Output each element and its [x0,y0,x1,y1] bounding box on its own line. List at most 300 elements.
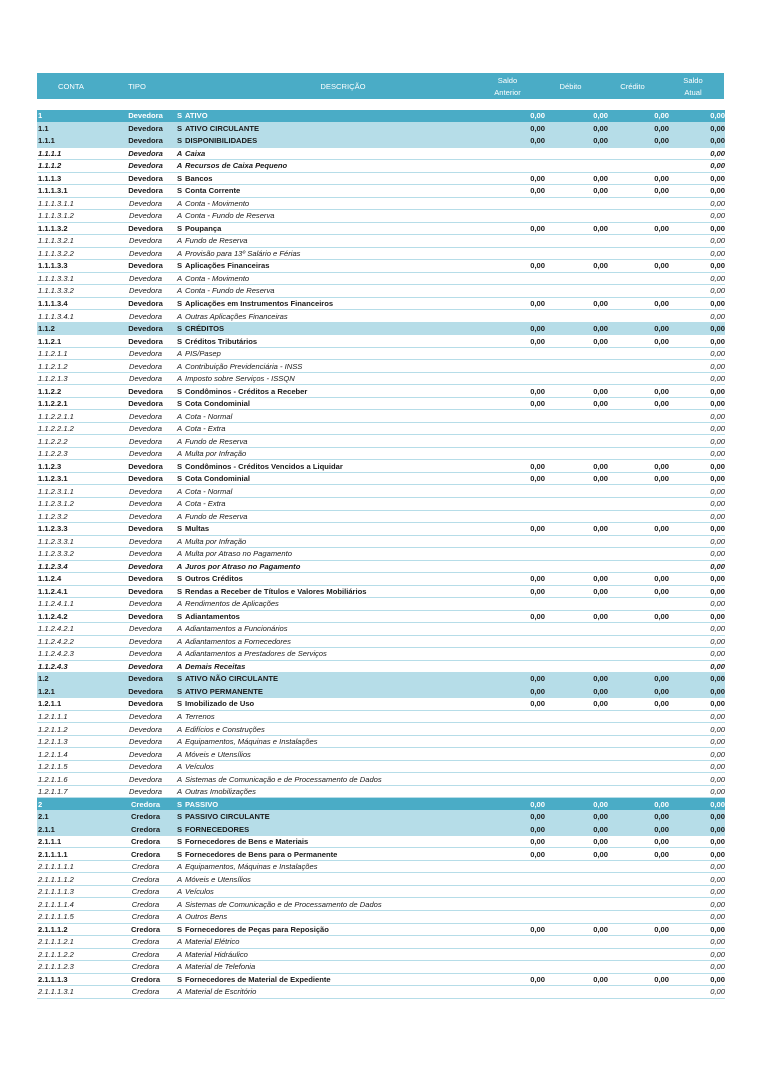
previous-balance-cell [492,723,545,736]
current-balance-cell: 0,00 [669,172,725,185]
header-saldo-atual-line2: Atual [684,88,702,97]
account-nature-cell: A [174,247,185,260]
previous-balance-cell: 0,00 [492,172,545,185]
debit-cell [545,360,608,373]
account-type-cell: Credora [117,936,174,949]
table-row [37,598,725,611]
current-balance-cell: 0,00 [669,785,725,798]
account-description-cell: Condôminos - Créditos a Receber [185,385,492,398]
debit-cell [545,510,608,523]
credit-cell [608,422,669,435]
current-balance-cell: 0,00 [669,648,725,661]
debit-cell [545,485,608,498]
current-balance-cell: 0,00 [669,523,725,536]
current-balance-cell: 0,00 [669,122,725,135]
account-code-cell: 1.1.2.4.2.3 [37,648,117,661]
account-description-cell: Adiantamentos a Funcionários [185,623,492,636]
credit-cell: 0,00 [608,823,669,836]
account-description-cell: Cota Condominial [185,397,492,410]
current-balance-cell: 0,00 [669,598,725,611]
account-nature-cell: A [174,936,185,949]
previous-balance-cell [492,347,545,360]
account-description-cell: Equipamentos, Máquinas e Instalações [185,860,492,873]
credit-cell [608,773,669,786]
table-row [37,748,725,761]
account-description-cell: Fornecedores de Bens para o Permanente [185,848,492,861]
account-nature-cell: A [174,160,185,173]
table-row [37,122,725,135]
account-code-cell: 1.1.1.3.4.1 [37,310,117,323]
account-code-cell: 2.1.1.1.2.1 [37,936,117,949]
table-row [37,397,725,410]
table-row [37,885,725,898]
account-type-cell: Devedora [117,360,174,373]
previous-balance-cell [492,422,545,435]
account-code-cell: 1.1.2.3.2 [37,510,117,523]
credit-cell [608,948,669,961]
table-row [37,535,725,548]
account-type-cell: Credora [117,810,174,823]
table-row [37,410,725,423]
account-nature-cell: S [174,685,185,698]
current-balance-cell: 0,00 [669,911,725,924]
table-row [37,447,725,460]
current-balance-cell: 0,00 [669,748,725,761]
current-balance-cell: 0,00 [669,810,725,823]
account-code-cell: 1.1.2.1 [37,335,117,348]
table-row [37,435,725,448]
account-code-cell: 1.1.2.1.2 [37,360,117,373]
debit-cell [545,986,608,999]
table-row [37,322,725,335]
account-type-cell: Credora [117,911,174,924]
debit-cell [545,961,608,974]
previous-balance-cell [492,748,545,761]
account-description-cell: ATIVO CIRCULANTE [185,122,492,135]
account-code-cell: 1 [37,110,117,122]
current-balance-cell: 0,00 [669,472,725,485]
previous-balance-cell: 0,00 [492,923,545,936]
current-balance-cell: 0,00 [669,347,725,360]
account-description-cell: Veículos [185,885,492,898]
account-type-cell: Devedora [117,247,174,260]
current-balance-cell: 0,00 [669,422,725,435]
account-nature-cell: S [174,698,185,711]
account-description-cell: Sistemas de Comunicação e de Processamento de Dados [185,898,492,911]
table-row [37,197,725,210]
previous-balance-cell [492,160,545,173]
account-type-cell: Devedora [117,773,174,786]
debit-cell: 0,00 [545,397,608,410]
account-nature-cell: S [174,585,185,598]
previous-balance-cell [492,310,545,323]
account-nature-cell: S [174,848,185,861]
debit-cell: 0,00 [545,335,608,348]
previous-balance-cell [492,235,545,248]
account-nature-cell: S [174,460,185,473]
account-code-cell: 2.1 [37,810,117,823]
account-code-cell: 1.1.2.2.1 [37,397,117,410]
current-balance-cell: 0,00 [669,798,725,811]
account-nature-cell: S [174,923,185,936]
account-description-cell: Contribuição Previdenciária - INSS [185,360,492,373]
debit-cell [545,860,608,873]
previous-balance-cell: 0,00 [492,322,545,335]
account-nature-cell: S [174,835,185,848]
table-row [37,460,725,473]
table-row [37,936,725,949]
table-row [37,272,725,285]
credit-cell [608,723,669,736]
credit-cell [608,710,669,723]
credit-cell [608,160,669,173]
account-description-cell: Provisão para 13º Salário e Férias [185,247,492,260]
credit-cell [608,898,669,911]
previous-balance-cell [492,197,545,210]
debit-cell: 0,00 [545,122,608,135]
debit-cell [545,735,608,748]
account-description-cell: Rendas a Receber de Títulos e Valores Mobiliários [185,585,492,598]
account-type-cell: Credora [117,798,174,811]
debit-cell [545,785,608,798]
debit-cell [545,310,608,323]
debit-cell [545,623,608,636]
account-nature-cell: A [174,485,185,498]
current-balance-cell: 0,00 [669,548,725,561]
account-type-cell: Credora [117,848,174,861]
account-description-cell: Multa por Infração [185,535,492,548]
account-type-cell: Devedora [117,723,174,736]
previous-balance-cell [492,147,545,160]
previous-balance-cell [492,510,545,523]
account-code-cell: 1.1.2.4.2.2 [37,635,117,648]
account-code-cell: 1.1.1.2 [37,160,117,173]
debit-cell: 0,00 [545,610,608,623]
credit-cell [608,885,669,898]
table-row [37,222,725,235]
debit-cell [545,773,608,786]
current-balance-cell: 0,00 [669,222,725,235]
debit-cell [545,760,608,773]
account-description-cell: CRÉDITOS [185,322,492,335]
current-balance-cell: 0,00 [669,160,725,173]
credit-cell: 0,00 [608,385,669,398]
previous-balance-cell: 0,00 [492,385,545,398]
current-balance-cell: 0,00 [669,986,725,999]
table-row [37,285,725,298]
account-nature-cell: A [174,210,185,223]
current-balance-cell: 0,00 [669,497,725,510]
account-description-cell: Material de Telefonia [185,961,492,974]
account-code-cell: 1.1.2.4.2 [37,610,117,623]
account-nature-cell: A [174,660,185,673]
account-code-cell: 1.2 [37,673,117,686]
account-code-cell: 2.1.1.1.1.5 [37,911,117,924]
account-type-cell: Devedora [117,397,174,410]
account-type-cell: Devedora [117,548,174,561]
table-row [37,610,725,623]
account-description-cell: Fornecedores de Peças para Reposição [185,923,492,936]
account-code-cell: 1.1.1.3.1.1 [37,197,117,210]
account-code-cell: 1.1.1.3.2 [37,222,117,235]
credit-cell [608,447,669,460]
debit-cell [545,247,608,260]
credit-cell [608,560,669,573]
account-nature-cell: A [174,635,185,648]
current-balance-cell: 0,00 [669,848,725,861]
credit-cell [608,860,669,873]
credit-cell: 0,00 [608,335,669,348]
credit-cell: 0,00 [608,135,669,148]
table-row [37,160,725,173]
credit-cell [608,911,669,924]
debit-cell: 0,00 [545,135,608,148]
debit-cell [545,635,608,648]
previous-balance-cell [492,760,545,773]
account-code-cell: 2.1.1 [37,823,117,836]
account-description-cell: Multa por Infração [185,447,492,460]
current-balance-cell: 0,00 [669,673,725,686]
account-type-cell: Devedora [117,685,174,698]
header-saldo-anterior-line2: Anterior [494,88,521,97]
table-row [37,660,725,673]
account-nature-cell: A [174,422,185,435]
credit-cell [608,986,669,999]
debit-cell [545,447,608,460]
debit-cell [545,948,608,961]
current-balance-cell: 0,00 [669,635,725,648]
account-type-cell: Devedora [117,172,174,185]
account-type-cell: Devedora [117,610,174,623]
account-code-cell: 1.1.1.3 [37,172,117,185]
table-row [37,848,725,861]
account-code-cell: 1.1.1 [37,135,117,148]
previous-balance-cell: 0,00 [492,335,545,348]
table-row [37,785,725,798]
credit-cell: 0,00 [608,460,669,473]
credit-cell: 0,00 [608,848,669,861]
account-type-cell: Credora [117,961,174,974]
current-balance-cell: 0,00 [669,823,725,836]
table-row [37,422,725,435]
current-balance-cell: 0,00 [669,310,725,323]
account-description-cell: Conta - Fundo de Reserva [185,210,492,223]
account-nature-cell: A [174,948,185,961]
credit-cell [608,873,669,886]
account-description-cell: PIS/Pasep [185,347,492,360]
account-nature-cell: S [174,222,185,235]
previous-balance-cell [492,898,545,911]
previous-balance-cell: 0,00 [492,835,545,848]
account-type-cell: Credora [117,860,174,873]
account-nature-cell: S [174,673,185,686]
debit-cell [545,285,608,298]
account-code-cell: 2.1.1.1.1.2 [37,873,117,886]
account-nature-cell: S [174,135,185,148]
table-row [37,623,725,636]
previous-balance-cell: 0,00 [492,685,545,698]
debit-cell: 0,00 [545,673,608,686]
account-code-cell: 1.1.2.1.1 [37,347,117,360]
debit-cell: 0,00 [545,472,608,485]
debit-cell [545,235,608,248]
account-description-cell: Demais Receitas [185,660,492,673]
current-balance-cell: 0,00 [669,735,725,748]
credit-cell [608,235,669,248]
current-balance-cell: 0,00 [669,385,725,398]
debit-cell [545,497,608,510]
current-balance-cell: 0,00 [669,147,725,160]
debit-cell: 0,00 [545,523,608,536]
previous-balance-cell [492,372,545,385]
previous-balance-cell [492,860,545,873]
debit-cell: 0,00 [545,923,608,936]
current-balance-cell: 0,00 [669,247,725,260]
header-credito: Crédito [620,82,645,91]
account-code-cell: 1.1.2.2 [37,385,117,398]
account-description-cell: Outras Imobilizações [185,785,492,798]
account-description-cell: Outros Bens [185,911,492,924]
debit-cell [545,660,608,673]
credit-cell [608,961,669,974]
account-code-cell: 1.1.1.3.2.1 [37,235,117,248]
account-nature-cell: A [174,272,185,285]
account-description-cell: Bancos [185,172,492,185]
table-row [37,923,725,936]
table-row [37,310,725,323]
account-description-cell: Outras Aplicações Financeiras [185,310,492,323]
account-code-cell: 1.1.2.3.3.2 [37,548,117,561]
account-code-cell: 1.2.1.1.4 [37,748,117,761]
account-type-cell: Devedora [117,297,174,310]
account-code-cell: 2 [37,798,117,811]
account-description-cell: Aplicações em Instrumentos Financeiros [185,297,492,310]
account-description-cell: Multas [185,523,492,536]
current-balance-cell: 0,00 [669,485,725,498]
credit-cell: 0,00 [608,322,669,335]
credit-cell: 0,00 [608,523,669,536]
account-nature-cell: A [174,510,185,523]
table-row [37,723,725,736]
credit-cell: 0,00 [608,585,669,598]
account-nature-cell: A [174,235,185,248]
debit-cell [545,723,608,736]
debit-cell [545,898,608,911]
account-nature-cell: S [174,523,185,536]
account-nature-cell: A [174,548,185,561]
account-nature-cell: A [174,773,185,786]
table-row [37,585,725,598]
account-type-cell: Devedora [117,260,174,273]
previous-balance-cell [492,410,545,423]
debit-cell: 0,00 [545,823,608,836]
account-code-cell: 1.1.2.3.4 [37,560,117,573]
account-description-cell: Cota - Normal [185,485,492,498]
debit-cell [545,210,608,223]
account-description-cell: Cota - Extra [185,422,492,435]
previous-balance-cell [492,948,545,961]
current-balance-cell: 0,00 [669,110,725,122]
account-description-cell: Poupança [185,222,492,235]
current-balance-cell: 0,00 [669,235,725,248]
current-balance-cell: 0,00 [669,898,725,911]
table-row [37,860,725,873]
credit-cell [608,497,669,510]
account-type-cell: Devedora [117,748,174,761]
header-tipo: TIPO [128,82,146,91]
account-code-cell: 2.1.1.1.3.1 [37,986,117,999]
account-code-cell: 1.2.1.1.1 [37,710,117,723]
account-type-cell: Devedora [117,147,174,160]
credit-cell [608,147,669,160]
previous-balance-cell: 0,00 [492,297,545,310]
current-balance-cell: 0,00 [669,297,725,310]
account-description-cell: Terrenos [185,710,492,723]
credit-cell [608,435,669,448]
account-nature-cell: A [174,648,185,661]
account-nature-cell: A [174,197,185,210]
account-nature-cell: A [174,435,185,448]
account-description-cell: Imobilizado de Uso [185,698,492,711]
header-saldo-anterior-line1: Saldo [497,76,518,85]
account-type-cell: Devedora [117,648,174,661]
account-description-cell: Material Elétrico [185,936,492,949]
current-balance-cell: 0,00 [669,272,725,285]
debit-cell: 0,00 [545,798,608,811]
previous-balance-cell: 0,00 [492,222,545,235]
previous-balance-cell: 0,00 [492,823,545,836]
account-code-cell: 1.1.1.3.3.1 [37,272,117,285]
account-nature-cell: S [174,573,185,586]
account-code-cell: 2.1.1.1.1 [37,848,117,861]
account-code-cell: 1.1.1.3.1.2 [37,210,117,223]
debit-cell [545,936,608,949]
account-nature-cell: A [174,785,185,798]
credit-cell [608,310,669,323]
previous-balance-cell: 0,00 [492,573,545,586]
previous-balance-cell: 0,00 [492,260,545,273]
account-type-cell: Credora [117,948,174,961]
table-row [37,297,725,310]
account-nature-cell: A [174,623,185,636]
table-row [37,773,725,786]
account-code-cell: 1.1.1.3.3.2 [37,285,117,298]
credit-cell [608,510,669,523]
account-code-cell: 2.1.1.1.1.3 [37,885,117,898]
account-code-cell: 1.1.2.4.1.1 [37,598,117,611]
account-type-cell: Credora [117,885,174,898]
credit-cell [608,285,669,298]
current-balance-cell: 0,00 [669,698,725,711]
previous-balance-cell: 0,00 [492,135,545,148]
account-type-cell: Devedora [117,760,174,773]
table-row [37,548,725,561]
account-description-cell: Veículos [185,760,492,773]
credit-cell: 0,00 [608,798,669,811]
credit-cell: 0,00 [608,698,669,711]
current-balance-cell: 0,00 [669,560,725,573]
account-type-cell: Credora [117,823,174,836]
previous-balance-cell [492,535,545,548]
account-description-cell: ATIVO [185,110,492,122]
account-type-cell: Devedora [117,573,174,586]
account-description-cell: DISPONIBILIDADES [185,135,492,148]
previous-balance-cell [492,635,545,648]
account-nature-cell: S [174,335,185,348]
account-type-cell: Devedora [117,322,174,335]
debit-cell: 0,00 [545,172,608,185]
account-type-cell: Devedora [117,160,174,173]
